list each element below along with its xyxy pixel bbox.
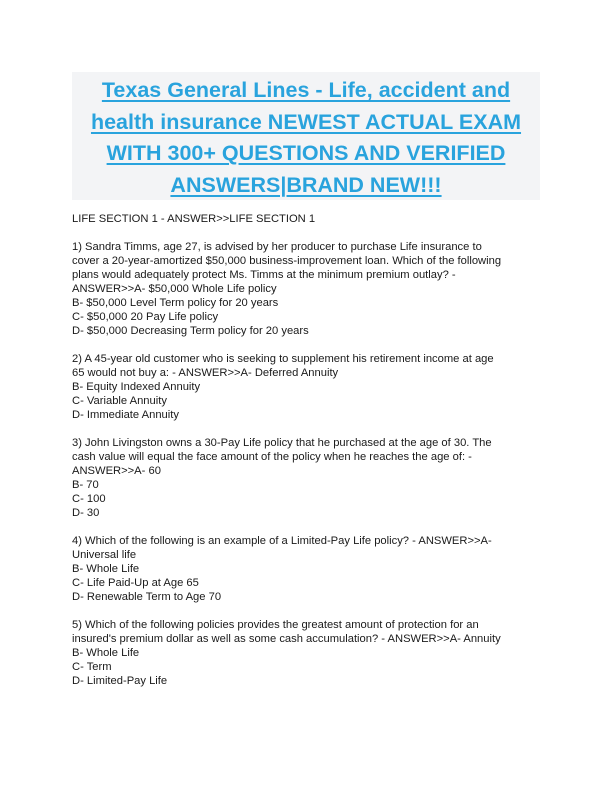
- question-block: [72, 618, 542, 688]
- section-heading: [72, 212, 542, 226]
- question-block: [72, 352, 542, 422]
- text-line: 2) A 45-year old customer who is seeking to supplement his retirement income at age: [72, 353, 494, 365]
- text-line: B- $50,000 Level Term policy for 20 years: [72, 297, 279, 309]
- document-title-box: [72, 72, 540, 200]
- text-line: D- Immediate Annuity: [72, 409, 179, 421]
- question-block: [72, 436, 542, 520]
- document-title-link[interactable]: Texas General Lines - Life, accident and health insurance NEWEST ACTUAL EXAM WITH 300+ QUESTIONS AND VERIFIED ANSWERS|BRAND NEW!!!: [90, 78, 522, 197]
- text-line: 3) John Livingston owns a 30-Pay Life policy that he purchased at the age of 30. The: [72, 437, 492, 449]
- text-line: Universal life: [72, 549, 137, 561]
- text-line: plans would adequately protect Ms. Timms at the minimum premium outlay? -: [72, 269, 456, 281]
- paragraph-gap: [72, 422, 542, 436]
- text-line: C- Variable Annuity: [72, 395, 167, 407]
- text-line: D- Limited-Pay Life: [72, 675, 168, 687]
- paragraph-gap: [72, 338, 542, 352]
- text-line: 1) Sandra Timms, age 27, is advised by her producer to purchase Life insurance to: [72, 241, 482, 253]
- text-line: D- 30: [72, 507, 100, 519]
- text-line: B- Equity Indexed Annuity: [72, 381, 201, 393]
- text-line: insured's premium dollar as well as some cash accumulation? - ANSWER>>A- Annuity: [72, 633, 501, 645]
- text-line: D- $50,000 Decreasing Term policy for 20 years: [72, 325, 309, 337]
- paragraph-gap: [72, 520, 542, 534]
- question-block: [72, 240, 542, 338]
- text-line: C- 100: [72, 493, 106, 505]
- paragraph-gap: [72, 226, 542, 240]
- text-line: LIFE SECTION 1 - ANSWER>>LIFE SECTION 1: [72, 213, 316, 225]
- text-line: 4) Which of the following is an example of a Limited-Pay Life policy? - ANSWER>>A-: [72, 535, 492, 547]
- text-line: cash value will equal the face amount of the policy when he reaches the age of: -: [72, 451, 472, 463]
- text-line: C- $50,000 20 Pay Life policy: [72, 311, 219, 323]
- text-line: ANSWER>>A- 60: [72, 465, 161, 477]
- document-body: [72, 212, 542, 688]
- text-line: B- Whole Life: [72, 563, 140, 575]
- text-line: ANSWER>>A- $50,000 Whole Life policy: [72, 283, 277, 295]
- paragraph-gap: [72, 604, 542, 618]
- text-line: cover a 20-year-amortized $50,000 business-improvement loan. Which of the following: [72, 255, 502, 267]
- text-line: C- Term: [72, 661, 112, 673]
- text-line: C- Life Paid-Up at Age 65: [72, 577, 199, 589]
- question-block: [72, 534, 542, 604]
- text-line: 5) Which of the following policies provides the greatest amount of protection for an: [72, 619, 479, 631]
- text-line: B- 70: [72, 479, 99, 491]
- text-line: D- Renewable Term to Age 70: [72, 591, 222, 603]
- text-line: B- Whole Life: [72, 647, 140, 659]
- text-line: 65 would not buy a: - ANSWER>>A- Deferred Annuity: [72, 367, 339, 379]
